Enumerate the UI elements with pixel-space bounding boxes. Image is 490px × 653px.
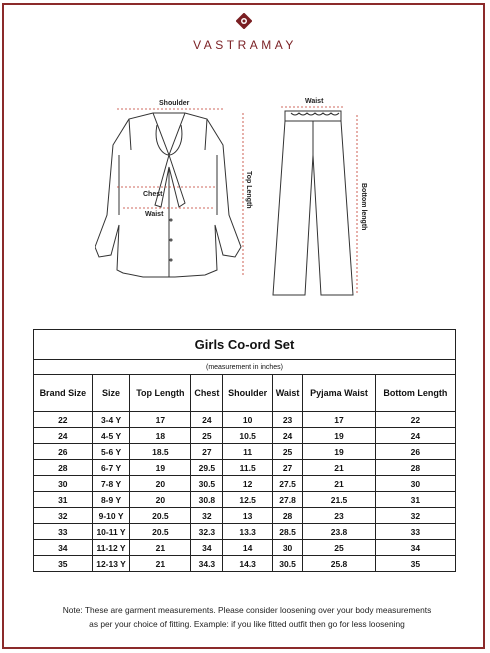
table-cell: 19 [303,444,375,460]
table-cell: 31 [34,492,93,508]
table-cell: 23 [303,508,375,524]
table-cell: 11 [223,444,272,460]
table-cell: 22 [34,412,93,428]
table-cell: 10.5 [223,428,272,444]
table-row [34,556,456,572]
table-row [34,524,456,540]
table-subtitle: (measurement in inches) [34,360,456,375]
note-text [22,603,472,631]
table-cell: 28 [34,460,93,476]
header-brand-size: Brand Size [34,375,93,412]
table-cell: 34.3 [191,556,223,572]
table-cell: 25 [191,428,223,444]
table-cell: 11-12 Y [92,540,130,556]
table-cell: 30 [375,476,455,492]
table-cell: 21 [130,540,191,556]
table-cell: 3-4 Y [92,412,130,428]
table-cell: 21 [303,460,375,476]
table-cell: 21 [303,476,375,492]
table-cell: 23.8 [303,524,375,540]
header-pyjama-waist: Pyjama Waist [303,375,375,412]
pant-waist-label: Waist [305,98,324,105]
table-cell: 27.8 [272,492,302,508]
table-cell: 12 [223,476,272,492]
top-length-label: Top Length [245,171,252,209]
table-cell: 26 [375,444,455,460]
table-cell: 21 [130,556,191,572]
table-cell: 34 [375,540,455,556]
table-cell: 28 [375,460,455,476]
header-bottom-length: Bottom Length [375,375,455,412]
table-cell: 7-8 Y [92,476,130,492]
table-row [34,412,456,428]
table-cell: 25.8 [303,556,375,572]
table-row [34,460,456,476]
table-cell: 4-5 Y [92,428,130,444]
table-cell: 25 [303,540,375,556]
table-cell: 17 [303,412,375,428]
table-cell: 24 [272,428,302,444]
table-cell: 28.5 [272,524,302,540]
table-cell: 24 [375,428,455,444]
table-cell: 27 [191,444,223,460]
table-cell: 9-10 Y [92,508,130,524]
table-cell: 22 [375,412,455,428]
table-row [34,508,456,524]
shoulder-label: Shoulder [159,100,190,107]
table-header-row [34,375,456,412]
table-row [34,428,456,444]
table-cell: 20.5 [130,508,191,524]
table-cell: 20 [130,476,191,492]
table-cell: 31 [375,492,455,508]
table-cell: 10-11 Y [92,524,130,540]
table-cell: 14 [223,540,272,556]
table-cell: 25 [272,444,302,460]
table-cell: 18 [130,428,191,444]
table-cell: 34 [34,540,93,556]
garment-diagram [95,95,385,310]
table-cell: 14.3 [223,556,272,572]
table-cell: 30 [272,540,302,556]
brand-logo-icon [236,13,252,29]
table-cell: 34 [191,540,223,556]
table-cell: 30.5 [272,556,302,572]
table-cell: 28 [272,508,302,524]
table-cell: 30.5 [191,476,223,492]
table-cell: 30 [34,476,93,492]
table-cell: 11.5 [223,460,272,476]
table-cell: 6-7 Y [92,460,130,476]
table-cell: 26 [34,444,93,460]
table-cell: 32.3 [191,524,223,540]
table-cell: 13.3 [223,524,272,540]
table-row [34,476,456,492]
table-cell: 32 [191,508,223,524]
table-cell: 29.5 [191,460,223,476]
header-top-length: Top Length [130,375,191,412]
table-cell: 10 [223,412,272,428]
bottom-length-label: Bottom length [360,183,367,231]
table-cell: 12.5 [223,492,272,508]
table-cell: 19 [303,428,375,444]
header-waist: Waist [272,375,302,412]
table-cell: 17 [130,412,191,428]
table-cell: 18.5 [130,444,191,460]
table-cell: 27.5 [272,476,302,492]
table-cell: 20 [130,492,191,508]
chest-label: Chest [143,191,163,198]
table-title: Girls Co-ord Set [34,330,456,360]
table-cell: 27 [272,460,302,476]
table-cell: 24 [34,428,93,444]
table-cell: 12-13 Y [92,556,130,572]
table-cell: 30.8 [191,492,223,508]
table-cell: 8-9 Y [92,492,130,508]
header-shoulder: Shoulder [223,375,272,412]
brand-name: VASTRAMAY [193,38,297,52]
table-cell: 33 [375,524,455,540]
table-cell: 19 [130,460,191,476]
table-cell: 24 [191,412,223,428]
header-size: Size [92,375,130,412]
waist-label: Waist [145,211,164,218]
table-cell: 33 [34,524,93,540]
table-cell: 20.5 [130,524,191,540]
table-row [34,540,456,556]
table-cell: 32 [375,508,455,524]
table-cell: 35 [34,556,93,572]
table-cell: 13 [223,508,272,524]
header-chest: Chest [191,375,223,412]
table-row [34,444,456,460]
table-cell: 5-6 Y [92,444,130,460]
table-cell: 21.5 [303,492,375,508]
shirt-illustration [95,113,241,277]
note-line-2: as per your choice of fitting. Example: if you like fitted outfit then go for less loosening [89,619,405,629]
table-cell: 23 [272,412,302,428]
size-chart-table [33,329,456,572]
pants-illustration [273,111,353,295]
table-cell: 32 [34,508,93,524]
note-line-1: Note: These are garment measurements. Please consider loosening over your body measurements [62,605,432,615]
table-cell: 35 [375,556,455,572]
table-row [34,492,456,508]
